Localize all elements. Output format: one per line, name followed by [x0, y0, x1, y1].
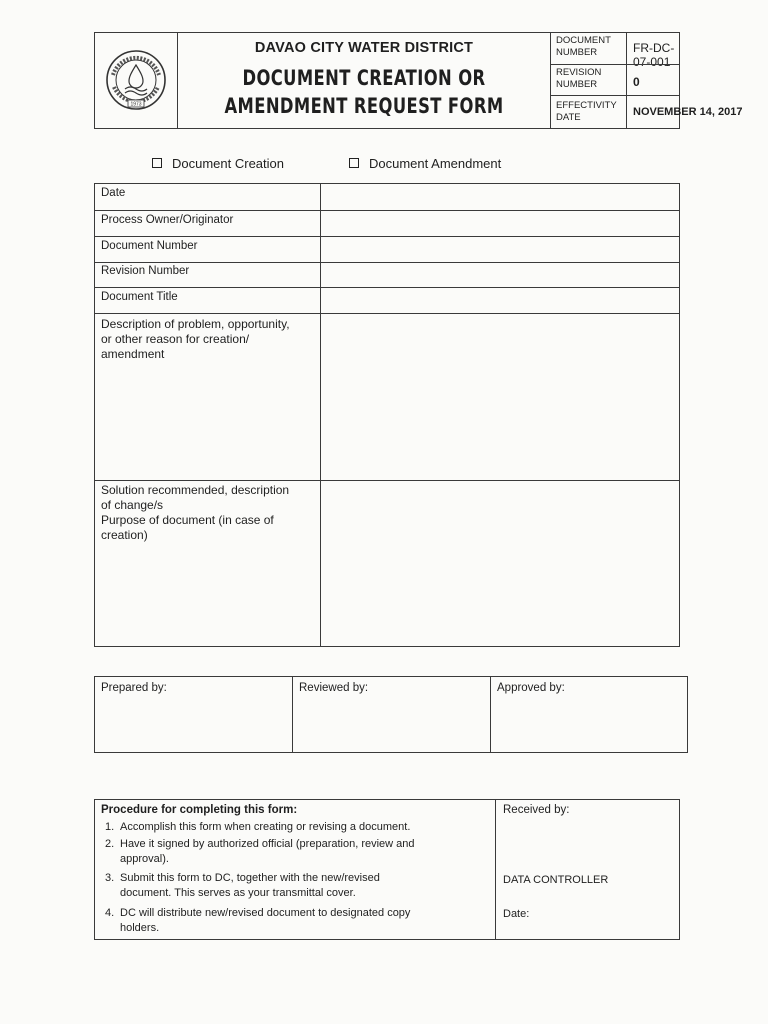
solution-label: Solution recommended, description of change/s Purpose of document (in case of creation): [101, 483, 290, 542]
procedure-heading: Procedure for completing this form:: [101, 804, 298, 816]
prepared-by-cell[interactable]: [95, 677, 292, 752]
option-amendment-label: Document Amendment: [369, 156, 502, 171]
received-date-label: Date:: [503, 908, 530, 920]
logo-cell: [95, 33, 177, 128]
description-field[interactable]: [321, 314, 679, 480]
procedure-table: [94, 799, 680, 940]
logo-year: 1973: [130, 101, 142, 108]
signature-table: [94, 676, 688, 753]
date-label: Date: [101, 187, 126, 199]
process-owner-label: Process Owner/Originator: [101, 214, 234, 226]
data-controller-label: DATA CONTROLLER: [503, 874, 609, 886]
solution-field[interactable]: [321, 481, 679, 646]
received-by-cell[interactable]: [495, 800, 679, 939]
received-by-label: Received by:: [503, 804, 570, 816]
reviewed-by-label: Reviewed by:: [299, 682, 369, 694]
revision-number-value: 0: [626, 64, 679, 95]
document-number-value: FR-DC-07-001: [626, 33, 679, 64]
prepared-by-label: Prepared by:: [101, 682, 167, 694]
effectivity-date-value: NOVEMBER 14, 2017: [626, 95, 679, 128]
dcwd-seal-logo: [105, 47, 167, 113]
org-name: DAVAO CITY WATER DISTRICT: [254, 40, 474, 56]
request-details-table: [94, 183, 680, 647]
document-title-field[interactable]: [321, 288, 679, 313]
document-number-field-label: Document Number: [101, 240, 198, 252]
revision-number-field-label: Revision Number: [101, 265, 190, 277]
procedure-cell: Procedure for completing this form: 1. Accomplish this form when creating or revising a document. 2. Have it signed by authorized official (preparation, review and approval). 3. Submit this form to DC, together with the new/revised document. This serves as your transmittal cover. 4. DC will distribute new/revised document to designated copy holders.: [101, 804, 415, 934]
document-number-label: DOCUMENT NUMBER: [550, 33, 626, 64]
form-title-line1: DOCUMENT CREATION OR: [242, 66, 486, 90]
form-header: [94, 32, 743, 129]
form-title-line2: AMENDMENT REQUEST FORM: [224, 94, 504, 118]
title-cell: [177, 33, 550, 128]
document-title-label: Document Title: [101, 291, 178, 303]
checkbox-amendment[interactable]: [349, 158, 359, 168]
revision-number-field[interactable]: [321, 263, 679, 287]
document-number-field[interactable]: [321, 237, 679, 262]
approved-by-cell[interactable]: [490, 677, 687, 752]
process-owner-field[interactable]: [321, 211, 679, 236]
reviewed-by-cell[interactable]: [292, 677, 490, 752]
option-creation-label: Document Creation: [172, 156, 284, 171]
checkbox-creation[interactable]: [152, 158, 162, 168]
approved-by-label: Approved by:: [497, 682, 565, 694]
date-field[interactable]: [321, 184, 679, 210]
effectivity-date-label: EFFECTIVITY DATE: [550, 95, 626, 128]
description-label: Description of problem, opportunity, or other reason for creation/ amendment: [101, 317, 290, 361]
revision-number-label: REVISION NUMBER: [550, 64, 626, 95]
